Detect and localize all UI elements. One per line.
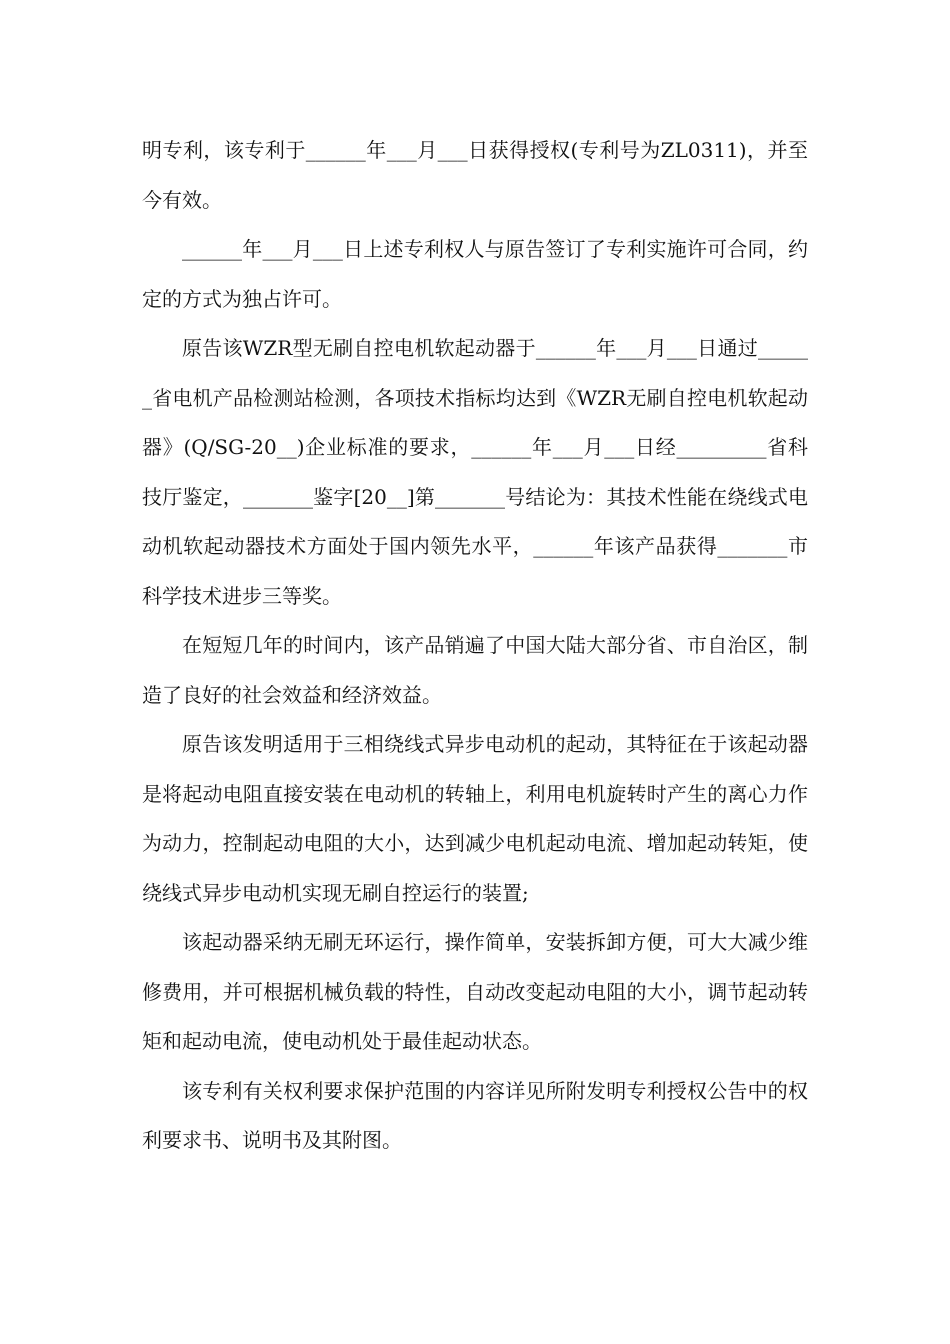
paragraph-patent-grant: 明专利，该专利于______年___月___日获得授权(专利号为ZL0311)，并至今有效。: [142, 138, 808, 212]
paragraph-product-testing: 原告该WZR型无刷自控电机软起动器于______年___月___日通过______省电机产品检测站检测，各项技术指标均达到《WZR无刷自控电机软起动器》(Q/SG-20__)企业标准的要求，______年___月___日经_________省科技厅鉴定，_______鉴字[20__]第_______号结论为：其技术性能在绕线式电动机软起动器技术方面处于国内领先水平，______年该产品获得_______市科学技术进步三等奖。: [142, 336, 808, 608]
paragraph-operation-benefits: 该起动器采纳无刷无环运行，操作简单，安装拆卸方便，可大大减少维修费用，并可根据机械负载的特性，自动改变起动电阻的大小，调节起动转矩和起动电流，使电动机处于最佳起动状态。: [142, 930, 808, 1053]
paragraph-claims-scope: 该专利有关权利要求保护范围的内容详见所附发明专利授权公告中的权利要求书、说明书及其附图。: [142, 1078, 808, 1152]
document-body: [142, 126, 808, 1166]
paragraph-invention-features: 原告该发明适用于三相绕线式异步电动机的起动，其特征在于该起动器是将起动电阻直接安装在电动机的转轴上，利用电机旋转时产生的离心力作为动力，控制起动电阻的大小，达到减少电机起动电流、增加起动转矩，使绕线式异步电动机实现无刷自控运行的装置;: [142, 732, 808, 905]
paragraph-market-sales: 在短短几年的时间内，该产品销遍了中国大陆大部分省、市自治区，制造了良好的社会效益和经济效益。: [142, 633, 808, 707]
paragraph-license-contract: ______年___月___日上述专利权人与原告签订了专利实施许可合同，约定的方式为独占许可。: [142, 237, 808, 311]
